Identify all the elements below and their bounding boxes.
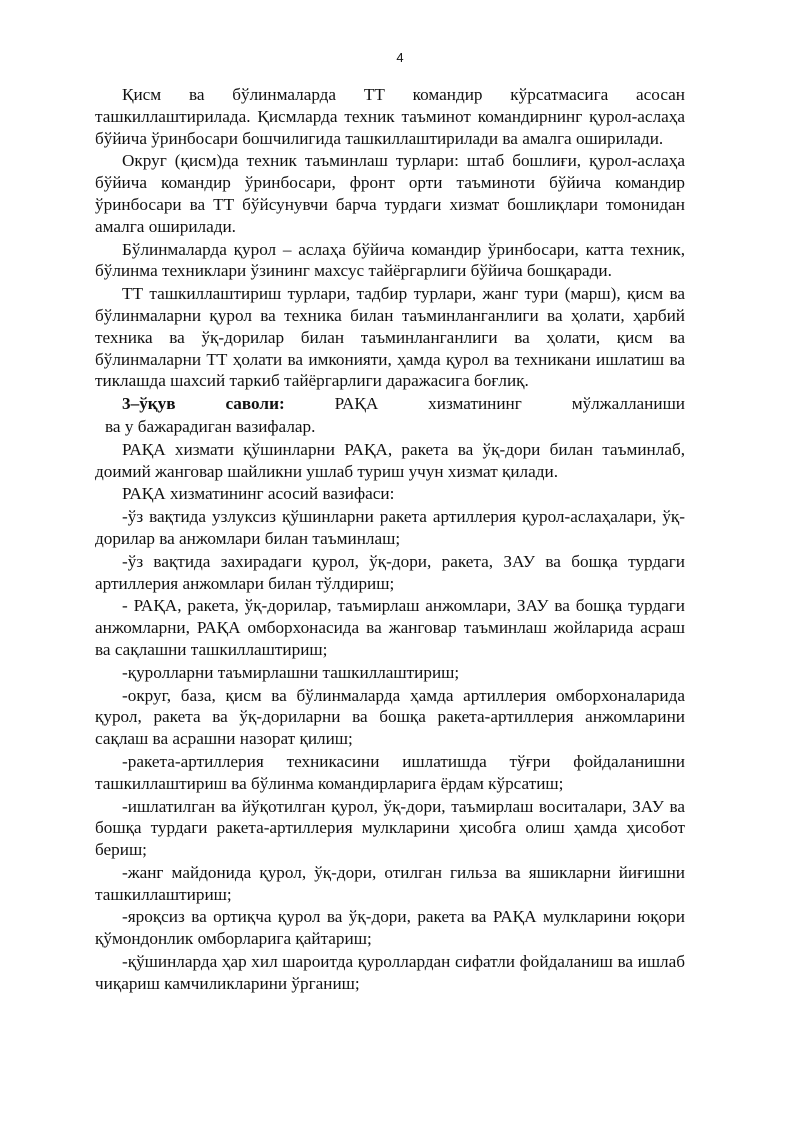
list-item: -қўшинларда ҳар хил шароитда қуроллардан сифатли фойдаланиш ва ишлаб чиқариш камчиликларини ўрганиш; <box>95 952 685 993</box>
question-label: 3–ўқув саволи: <box>122 394 285 414</box>
list-item: -ўз вақтида захирадаги қурол, ўқ-дори, ракета, ЗАУ ва бошқа турдаги артиллерия анжомлари билан тўлдириш; <box>95 551 685 593</box>
paragraph: РАҚА хизмати қўшинларни РАҚА, ракета ва ўқ-дори билан таъминлаб, доимий жанговар шайликни ушлаб туриш учун хизмат қилади. <box>95 439 685 481</box>
question-heading <box>95 393 685 415</box>
page-number: 4 <box>396 50 404 65</box>
list-item: -жанг майдонида қурол, ўқ-дори, отилган гильза ва яшикларни йиғишни ташкиллаштириш; <box>95 862 685 904</box>
paragraph: РАҚА хизматининг асосий вазифаси: <box>122 484 395 504</box>
paragraph: Қисм ва бўлинмаларда ТТ командир кўрсатмасига асосан ташкиллаштирилада. Қисмларда техник таъминот командирнинг қурол-аслаҳа бўйича ўринбосари бошчилигида ташкиллаштирилади ва амалга оширилади. <box>95 85 685 148</box>
paragraph: Бўлинмаларда қурол – аслаҳа бўйича командир ўринбосари, катта техник, бўлинма техниклари ўзининг махсус тайёргарлиги бўйича бошқаради. <box>95 239 685 281</box>
list-item: -яроқсиз ва ортиқча қурол ва ўқ-дори, ракета ва РАҚА мулкларини юқори қўмондонлик омборларига қайтариш; <box>95 907 685 949</box>
paragraph: Округ (қисм)да техник таъминлаш турлари: штаб бошлиғи, қурол-аслаҳа бўйича командир ўринбосари, фронт орти таъминоти бўйича командир ўринбосари ва ТТ бўйсунувчи барча турдаги хизмат бошлиқлари томонидан амалга оширилади. <box>95 151 685 236</box>
list-item: -қуролларни таъмирлашни ташкиллаштириш; <box>122 662 460 682</box>
list-item: -округ, база, қисм ва бўлинмаларда ҳамда артиллерия омборхоналарида қурол, ракета ва ўқ-дориларни ва бошқа ракета-артиллерия анжомларини сақлаш ва асрашни назорат қилиш; <box>95 685 685 749</box>
question-title: РАҚА хизматининг мўлжалланиши <box>334 394 686 414</box>
question-title-continued: ва у бажарадиган вазифалар. <box>105 416 316 436</box>
list-item: - РАҚА, ракета, ўқ-дорилар, таъмирлаш анжомлари, ЗАУ ва бошқа турдаги анжомларни, РАҚА омборхонасида ва жанговар таъминлаш жойларида асраш ва сақлашни ташкиллаштириш; <box>95 596 685 659</box>
document-body <box>95 84 685 995</box>
list-item: -ишлатилган ва йўқотилган қурол, ўқ-дори, таъмирлаш воситалари, ЗАУ ва бошқа турдаги ракета-артиллерия мулкларини ҳисобга олиш ҳамда ҳисобот бериш; <box>95 796 685 860</box>
list-item: -ракета-артиллерия техникасини ишлатишда тўғри фойдаланишни ташкиллаштириш ва бўлинма командирларига ёрдам кўрсатиш; <box>95 751 685 793</box>
paragraph: ТТ ташкиллаштириш турлари, тадбир турлари, жанг тури (марш), қисм ва бўлинмаларни қурол ва техника билан таъминланганлиги ва ҳолати, ҳарбий техника ва ўқ-дорилар билан таъминланганлиги ва ҳолати, қисм ва бўлинмаларни ТТ ҳолати ва имконияти, ҳамда қурол ва техникани ишлатиш ва тиклашда шахсий таркиб тайёргарлиги даражасига боғлиқ. <box>95 284 685 391</box>
list-item: -ўз вақтида узлуксиз қўшинларни ракета артиллерия қурол-аслаҳалари, ўқ-дорилар ва анжомлари билан таъминлаш; <box>95 507 685 548</box>
